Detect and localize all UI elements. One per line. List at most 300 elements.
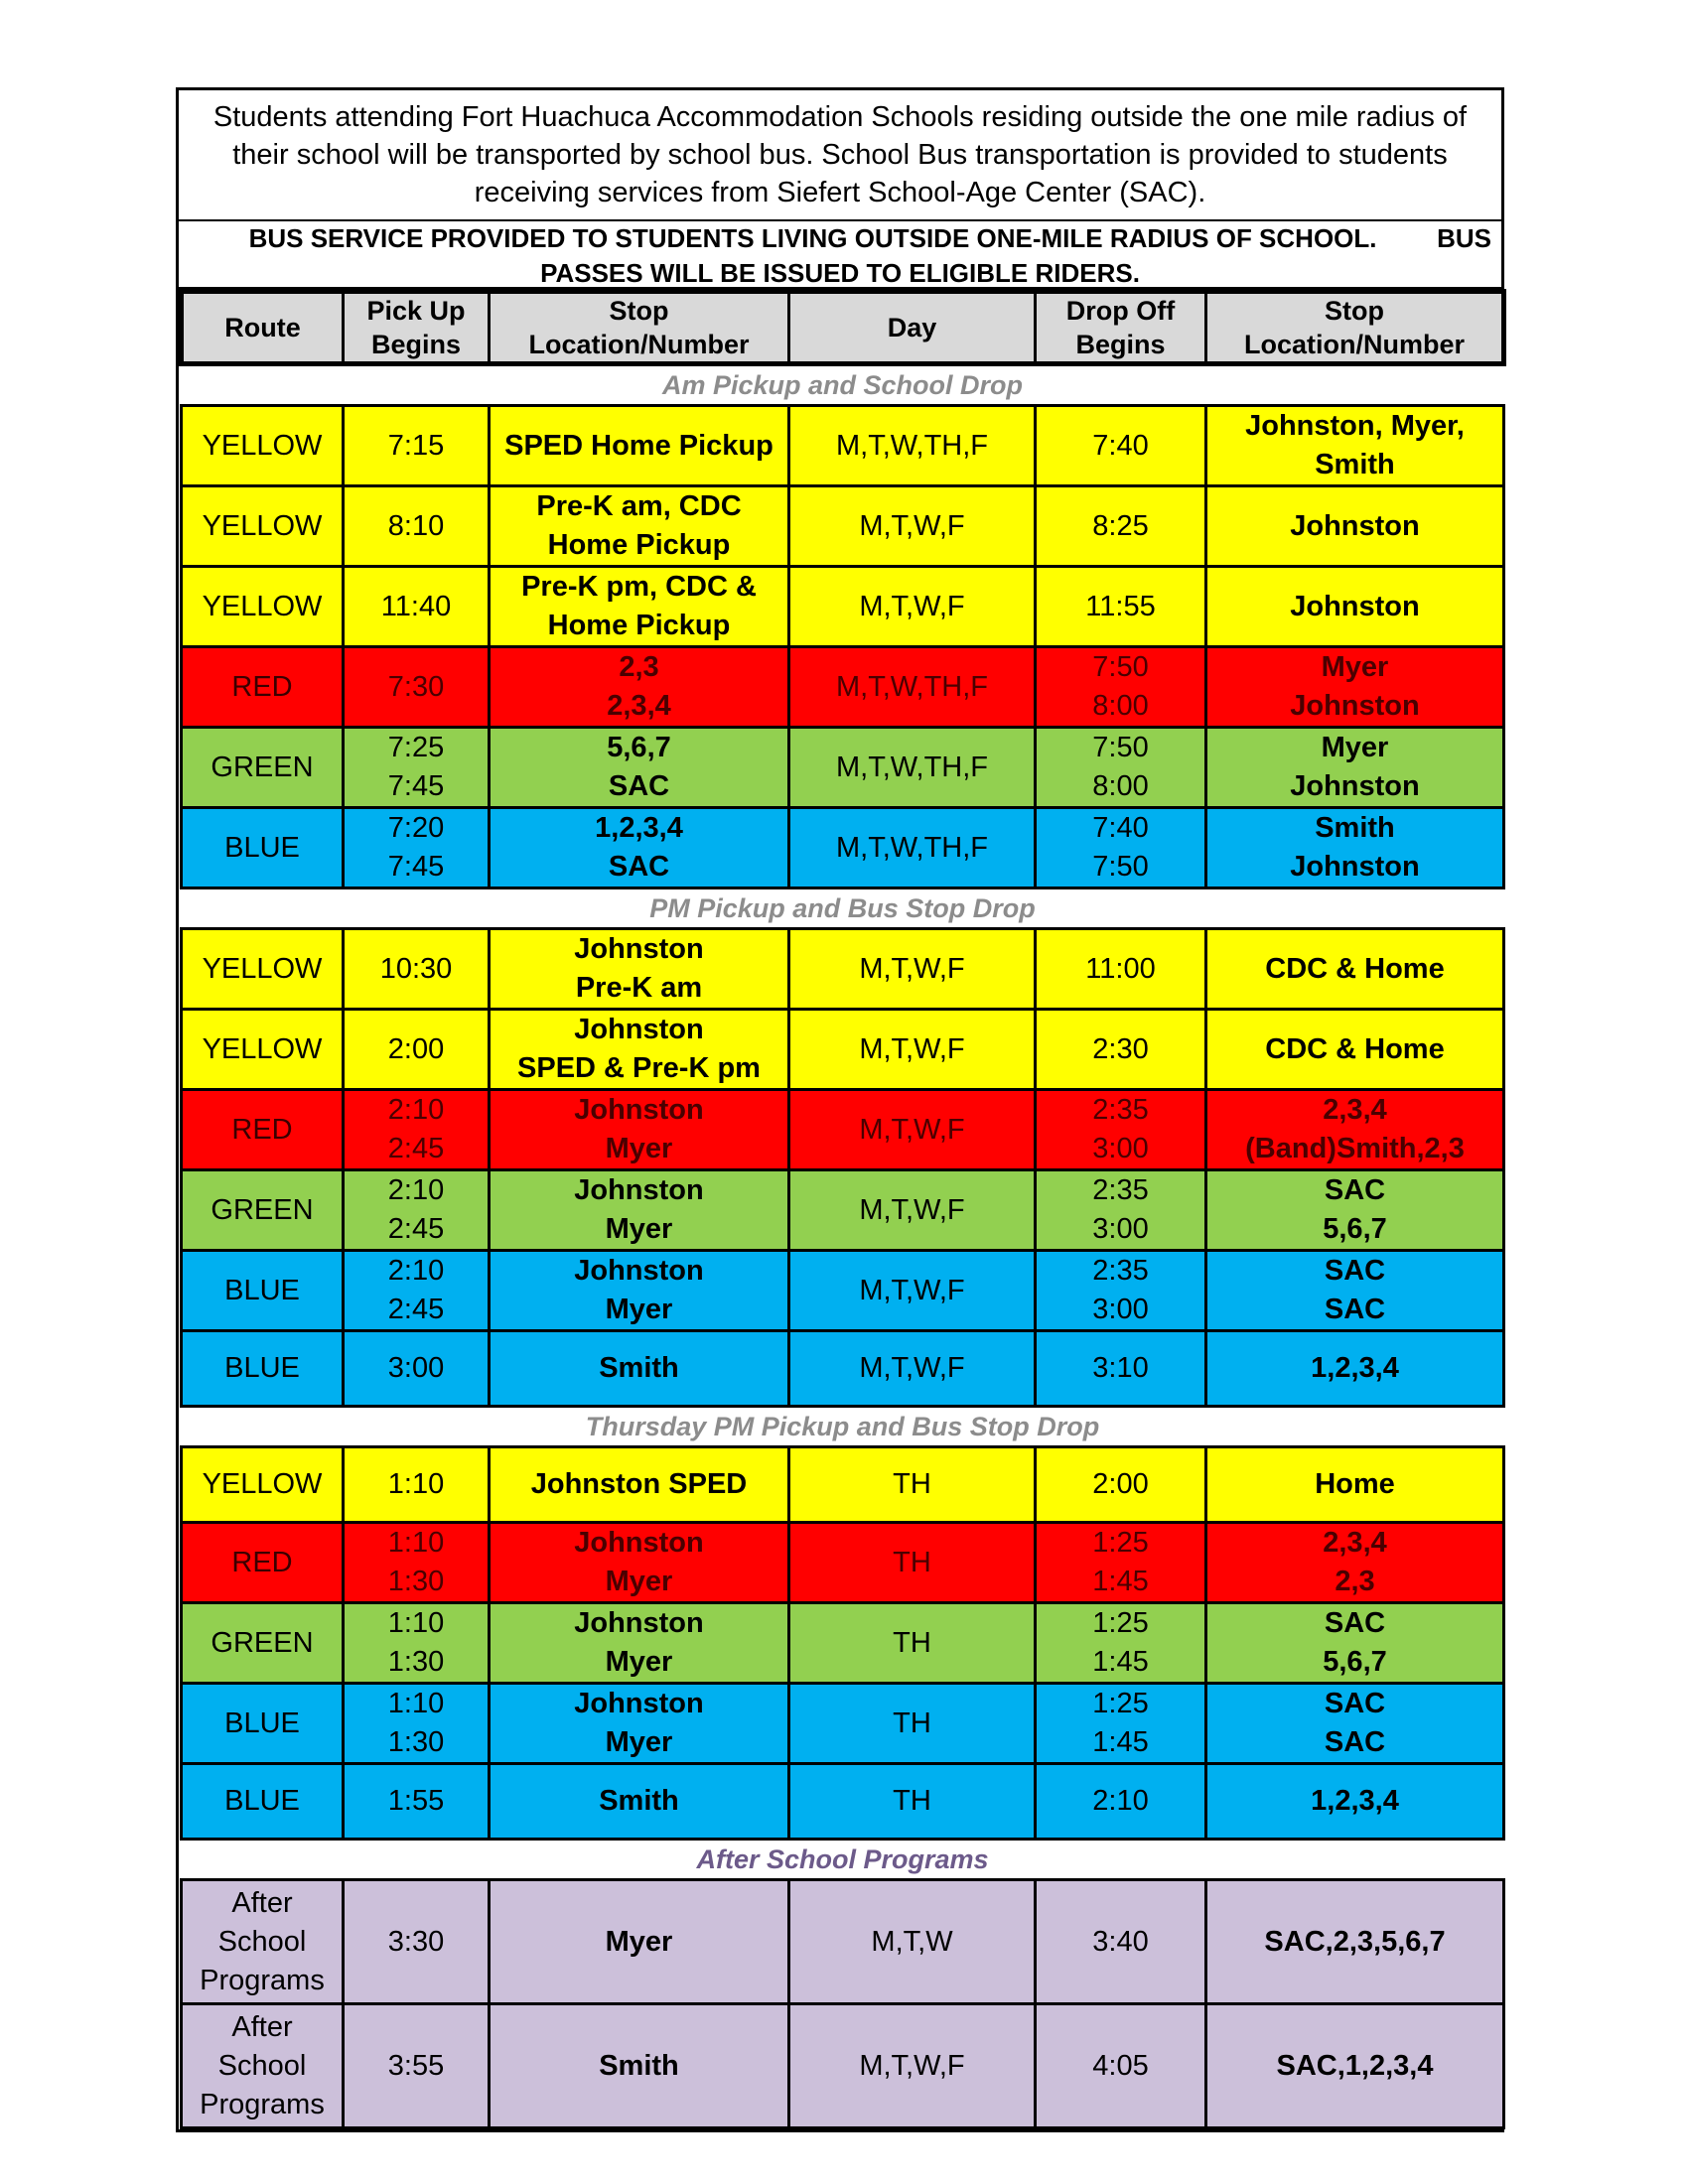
drop-location-cell-line: SAC bbox=[1324, 1255, 1386, 1287]
drop-location-cell-line: SAC,1,2,3,4 bbox=[1276, 2049, 1434, 2082]
day-cell-line: TH bbox=[893, 1626, 931, 1659]
pickup-cell bbox=[344, 1170, 490, 1251]
route-cell bbox=[182, 486, 344, 567]
pickup-cell bbox=[344, 728, 490, 808]
section-title: Am Pickup and School Drop bbox=[182, 364, 1504, 406]
dropoff-cell bbox=[1036, 1880, 1206, 2004]
route-cell bbox=[182, 1010, 344, 1090]
day-cell-line: M,T,W,F bbox=[859, 1274, 965, 1306]
dropoff-cell-line: 7:50 bbox=[1092, 851, 1149, 883]
pickup-cell bbox=[344, 1010, 490, 1090]
pickup-cell-line: 2:10 bbox=[387, 1255, 445, 1287]
stop-cell bbox=[490, 728, 789, 808]
day-cell-line: M,T,W bbox=[871, 1925, 953, 1958]
dropoff-cell bbox=[1036, 647, 1206, 728]
table-row bbox=[182, 567, 1504, 647]
route-cell-line: GREEN bbox=[211, 751, 314, 783]
drop-location-cell-line: SAC bbox=[1324, 1688, 1386, 1719]
table-row bbox=[182, 1010, 1504, 1090]
table-row bbox=[182, 2004, 1504, 2128]
section-header-row bbox=[182, 888, 1504, 929]
dropoff-cell-line: 1:45 bbox=[1092, 1646, 1149, 1678]
table-row bbox=[182, 929, 1504, 1010]
route-cell-line: YELLOW bbox=[202, 1032, 323, 1065]
stop-cell-line: Pre-K am bbox=[575, 972, 703, 1004]
pickup-cell-line: 2:00 bbox=[387, 1032, 445, 1065]
stop-cell bbox=[490, 1010, 789, 1090]
route-cell-line: BLUE bbox=[224, 1352, 300, 1384]
schedule-body bbox=[182, 364, 1504, 2128]
header-day: Day bbox=[789, 292, 1036, 364]
stop-cell bbox=[490, 1603, 789, 1684]
stop-cell bbox=[490, 929, 789, 1010]
route-cell-line: YELLOW bbox=[202, 952, 323, 985]
stop-cell-line: Myer bbox=[605, 1726, 673, 1758]
day-cell bbox=[789, 808, 1036, 888]
dropoff-cell-line: 11:55 bbox=[1085, 590, 1156, 622]
drop-location-cell-line: 2,3,4 bbox=[1323, 1527, 1387, 1559]
drop-location-cell-line: SAC,2,3,5,6,7 bbox=[1264, 1925, 1446, 1958]
drop-location-cell bbox=[1206, 1331, 1504, 1407]
day-cell bbox=[789, 1090, 1036, 1170]
drop-location-cell bbox=[1206, 1251, 1504, 1331]
stop-cell-line: SAC bbox=[608, 851, 670, 883]
schedule-table bbox=[179, 289, 1506, 2129]
drop-location-cell bbox=[1206, 1880, 1504, 2004]
drop-location-cell bbox=[1206, 808, 1504, 888]
stop-cell bbox=[490, 2004, 789, 2128]
route-cell bbox=[182, 1523, 344, 1603]
route-cell-line: YELLOW bbox=[202, 1468, 323, 1500]
drop-location-cell-line: Smith bbox=[1315, 812, 1395, 844]
pickup-cell-line: 7:15 bbox=[387, 429, 445, 462]
dropoff-cell-line: 4:05 bbox=[1092, 2049, 1149, 2082]
route-cell-line: RED bbox=[231, 1546, 293, 1578]
day-cell-line: M,T,W,F bbox=[859, 590, 965, 622]
route-cell bbox=[182, 647, 344, 728]
day-cell-line: M,T,W,F bbox=[859, 1193, 965, 1226]
drop-location-cell-line: Johnston bbox=[1290, 509, 1420, 542]
pickup-cell-line: 2:10 bbox=[387, 1174, 445, 1206]
stop-cell-line: Smith bbox=[599, 2049, 679, 2082]
day-cell bbox=[789, 486, 1036, 567]
route-cell bbox=[182, 929, 344, 1010]
pickup-cell bbox=[344, 647, 490, 728]
stop-cell bbox=[490, 647, 789, 728]
notice-line-2: PASSES WILL BE ISSUED TO ELIGIBLE RIDERS. bbox=[540, 258, 1140, 288]
route-cell bbox=[182, 1764, 344, 1840]
pickup-cell bbox=[344, 1523, 490, 1603]
pickup-cell bbox=[344, 929, 490, 1010]
table-row bbox=[182, 647, 1504, 728]
dropoff-cell-line: 2:00 bbox=[1092, 1468, 1149, 1500]
table-row bbox=[182, 1523, 1504, 1603]
pickup-cell bbox=[344, 1603, 490, 1684]
pickup-cell-line: 1:30 bbox=[387, 1646, 445, 1678]
route-cell-line: BLUE bbox=[224, 1785, 300, 1817]
day-cell-line: M,T,W,F bbox=[859, 509, 965, 542]
route-cell-line: YELLOW bbox=[202, 509, 323, 542]
section-header-row bbox=[182, 364, 1504, 406]
dropoff-cell bbox=[1036, 1090, 1206, 1170]
dropoff-cell-line: 3:00 bbox=[1092, 1213, 1149, 1245]
stop-cell-line: Johnston SPED bbox=[530, 1468, 748, 1500]
drop-location-cell bbox=[1206, 1010, 1504, 1090]
dropoff-cell-line: 7:40 bbox=[1092, 812, 1149, 844]
day-cell-line: M,T,W,TH,F bbox=[835, 751, 989, 783]
section-title: PM Pickup and Bus Stop Drop bbox=[182, 888, 1504, 929]
dropoff-cell-line: 2:35 bbox=[1092, 1174, 1149, 1206]
stop-cell-line: Johnston bbox=[574, 1255, 704, 1287]
table-row bbox=[182, 1447, 1504, 1523]
route-cell bbox=[182, 1880, 344, 2004]
day-cell-line: TH bbox=[893, 1468, 931, 1500]
dropoff-cell bbox=[1036, 929, 1206, 1010]
dropoff-cell-line: 1:45 bbox=[1092, 1566, 1149, 1597]
route-cell bbox=[182, 1251, 344, 1331]
table-row bbox=[182, 486, 1504, 567]
pickup-cell-line: 1:10 bbox=[387, 1607, 445, 1639]
pickup-cell bbox=[344, 1251, 490, 1331]
stop-cell-line: Myer bbox=[605, 1646, 673, 1678]
header-dropoff: Drop Off Begins bbox=[1036, 292, 1206, 364]
notice-line-1: BUS SERVICE PROVIDED TO STUDENTS LIVING OUTSIDE ONE-MILE RADIUS OF SCHOOL. bbox=[248, 223, 1377, 253]
pickup-cell bbox=[344, 1764, 490, 1840]
pickup-cell-line: 2:45 bbox=[387, 1213, 445, 1245]
day-cell bbox=[789, 1523, 1036, 1603]
drop-location-cell bbox=[1206, 1684, 1504, 1764]
stop-cell bbox=[490, 567, 789, 647]
route-cell-line: After bbox=[231, 2010, 293, 2043]
pickup-cell-line: 11:40 bbox=[380, 590, 452, 622]
stop-cell-line: SAC bbox=[608, 770, 670, 802]
pickup-cell-line: 2:10 bbox=[387, 1094, 445, 1126]
dropoff-cell bbox=[1036, 486, 1206, 567]
day-cell-line: TH bbox=[893, 1546, 931, 1578]
drop-location-cell bbox=[1206, 1447, 1504, 1523]
route-cell-line: School bbox=[217, 1925, 307, 1958]
drop-location-cell bbox=[1206, 647, 1504, 728]
drop-location-cell-line: 1,2,3,4 bbox=[1311, 1352, 1399, 1384]
pickup-cell-line: 3:00 bbox=[387, 1352, 445, 1384]
stop-cell-line: Myer bbox=[605, 1133, 673, 1164]
drop-location-cell-line: Johnston bbox=[1290, 590, 1420, 622]
route-cell-line: GREEN bbox=[211, 1626, 314, 1659]
section-title: Thursday PM Pickup and Bus Stop Drop bbox=[182, 1407, 1504, 1447]
stop-cell-line: Home Pickup bbox=[547, 610, 731, 641]
pickup-cell-line: 3:55 bbox=[387, 2049, 445, 2082]
stop-cell bbox=[490, 1090, 789, 1170]
stop-cell bbox=[490, 406, 789, 486]
drop-location-cell bbox=[1206, 1170, 1504, 1251]
stop-cell-line: Pre-K pm, CDC & bbox=[521, 571, 757, 603]
dropoff-cell-line: 1:25 bbox=[1092, 1607, 1149, 1639]
pickup-cell bbox=[344, 1880, 490, 2004]
dropoff-cell-line: 2:30 bbox=[1092, 1032, 1149, 1065]
stop-cell bbox=[490, 1764, 789, 1840]
drop-location-cell-line: 5,6,7 bbox=[1323, 1213, 1387, 1245]
drop-location-cell-line: Johnston bbox=[1290, 690, 1420, 722]
drop-location-cell-line: 2,3,4 bbox=[1323, 1094, 1387, 1126]
drop-location-cell bbox=[1206, 406, 1504, 486]
day-cell bbox=[789, 929, 1036, 1010]
dropoff-cell bbox=[1036, 1684, 1206, 1764]
drop-location-cell-line: SAC bbox=[1324, 1294, 1386, 1325]
stop-cell-line: Johnston bbox=[574, 933, 704, 965]
dropoff-cell bbox=[1036, 728, 1206, 808]
dropoff-cell bbox=[1036, 1251, 1206, 1331]
stop-cell bbox=[490, 486, 789, 567]
route-cell bbox=[182, 1170, 344, 1251]
pickup-cell bbox=[344, 1684, 490, 1764]
header-drop-location: Stop Location/Number bbox=[1206, 292, 1504, 364]
bus-schedule-sheet bbox=[176, 87, 1504, 2132]
stop-cell-line: Smith bbox=[599, 1785, 679, 1817]
dropoff-cell-line: 8:25 bbox=[1092, 509, 1149, 542]
route-cell-line: BLUE bbox=[224, 831, 300, 864]
pickup-cell-line: 10:30 bbox=[379, 952, 453, 985]
table-row bbox=[182, 1764, 1504, 1840]
day-cell bbox=[789, 1603, 1036, 1684]
route-cell bbox=[182, 1684, 344, 1764]
route-cell bbox=[182, 406, 344, 486]
stop-cell-line: SPED Home Pickup bbox=[504, 429, 774, 462]
day-cell-line: M,T,W,TH,F bbox=[835, 670, 989, 703]
stop-cell-line: 2,3 bbox=[619, 651, 659, 683]
route-cell-line: RED bbox=[231, 670, 293, 703]
drop-location-cell bbox=[1206, 728, 1504, 808]
stop-cell-line: Johnston bbox=[574, 1174, 704, 1206]
drop-location-cell bbox=[1206, 1764, 1504, 1840]
drop-location-cell-line: CDC & Home bbox=[1265, 1032, 1445, 1065]
stop-cell-line: Smith bbox=[599, 1352, 679, 1384]
day-cell-line: TH bbox=[893, 1706, 931, 1739]
drop-location-cell-line: CDC & Home bbox=[1265, 952, 1445, 985]
pickup-cell bbox=[344, 808, 490, 888]
drop-location-cell-line: Johnston, Myer, bbox=[1245, 410, 1465, 442]
stop-cell-line: Myer bbox=[605, 1925, 673, 1958]
route-cell-line: GREEN bbox=[211, 1193, 314, 1226]
stop-cell bbox=[490, 808, 789, 888]
day-cell bbox=[789, 2004, 1036, 2128]
pickup-cell bbox=[344, 2004, 490, 2128]
table-row bbox=[182, 1880, 1504, 2004]
pickup-cell-line: 7:45 bbox=[387, 851, 445, 883]
header-pickup: Pick Up Begins bbox=[344, 292, 490, 364]
route-cell bbox=[182, 1447, 344, 1523]
day-cell bbox=[789, 1010, 1036, 1090]
drop-location-cell bbox=[1206, 2004, 1504, 2128]
table-row bbox=[182, 728, 1504, 808]
pickup-cell bbox=[344, 1447, 490, 1523]
dropoff-cell-line: 1:25 bbox=[1092, 1527, 1149, 1559]
drop-location-cell-line: SAC bbox=[1324, 1726, 1386, 1758]
stop-cell-line: Johnston bbox=[574, 1527, 704, 1559]
dropoff-cell-line: 3:40 bbox=[1092, 1925, 1149, 1958]
stop-cell bbox=[490, 1880, 789, 2004]
pickup-cell bbox=[344, 486, 490, 567]
bus-service-notice bbox=[179, 221, 1501, 289]
route-cell bbox=[182, 2004, 344, 2128]
route-cell bbox=[182, 567, 344, 647]
pickup-cell-line: 1:55 bbox=[387, 1785, 445, 1817]
dropoff-cell-line: 2:10 bbox=[1092, 1785, 1149, 1817]
pickup-cell-line: 7:20 bbox=[387, 812, 445, 844]
pickup-cell-line: 1:10 bbox=[387, 1527, 445, 1559]
day-cell bbox=[789, 1764, 1036, 1840]
day-cell bbox=[789, 567, 1036, 647]
drop-location-cell-line: SAC bbox=[1324, 1607, 1386, 1639]
pickup-cell-line: 7:30 bbox=[387, 670, 445, 703]
dropoff-cell bbox=[1036, 808, 1206, 888]
pickup-cell-line: 1:30 bbox=[387, 1726, 445, 1758]
route-cell bbox=[182, 1603, 344, 1684]
pickup-cell-line: 1:30 bbox=[387, 1566, 445, 1597]
stop-cell bbox=[490, 1251, 789, 1331]
pickup-cell-line: 7:25 bbox=[387, 732, 445, 763]
drop-location-cell-line: Johnston bbox=[1290, 770, 1420, 802]
day-cell-line: TH bbox=[893, 1785, 931, 1817]
table-row bbox=[182, 808, 1504, 888]
drop-location-cell-line: Smith bbox=[1315, 449, 1395, 480]
stop-cell-line: 5,6,7 bbox=[607, 732, 671, 763]
dropoff-cell bbox=[1036, 567, 1206, 647]
drop-location-cell-line: Home bbox=[1315, 1468, 1395, 1500]
stop-cell bbox=[490, 1684, 789, 1764]
day-cell bbox=[789, 647, 1036, 728]
header-stop: Stop Location/Number bbox=[490, 292, 789, 364]
route-cell-line: Programs bbox=[200, 2088, 325, 2120]
route-cell-line: RED bbox=[231, 1113, 293, 1146]
dropoff-cell-line: 2:35 bbox=[1092, 1094, 1149, 1126]
header-route: Route bbox=[182, 292, 344, 364]
route-cell-line: After bbox=[231, 1886, 293, 1919]
pickup-cell bbox=[344, 1331, 490, 1407]
stop-cell-line: Home Pickup bbox=[547, 529, 731, 561]
drop-location-cell bbox=[1206, 567, 1504, 647]
drop-location-cell bbox=[1206, 1523, 1504, 1603]
table-row bbox=[182, 1684, 1504, 1764]
pickup-cell-line: 8:10 bbox=[387, 509, 445, 542]
dropoff-cell bbox=[1036, 406, 1206, 486]
day-cell bbox=[789, 406, 1036, 486]
route-cell-line: Programs bbox=[200, 1964, 325, 1996]
dropoff-cell-line: 7:40 bbox=[1092, 429, 1149, 462]
table-row bbox=[182, 1170, 1504, 1251]
drop-location-cell-line: 2,3 bbox=[1335, 1566, 1375, 1597]
drop-location-cell bbox=[1206, 486, 1504, 567]
dropoff-cell bbox=[1036, 1331, 1206, 1407]
stop-cell bbox=[490, 1523, 789, 1603]
stop-cell-line: Johnston bbox=[574, 1014, 704, 1045]
table-row bbox=[182, 1603, 1504, 1684]
drop-location-cell-line: SAC bbox=[1324, 1174, 1386, 1206]
pickup-cell bbox=[344, 1090, 490, 1170]
route-cell-line: School bbox=[217, 2049, 307, 2082]
drop-location-cell bbox=[1206, 1090, 1504, 1170]
route-cell bbox=[182, 1331, 344, 1407]
dropoff-cell-line: 11:00 bbox=[1085, 952, 1156, 985]
drop-location-cell-line: Myer bbox=[1321, 732, 1389, 763]
route-cell-line: BLUE bbox=[224, 1706, 300, 1739]
dropoff-cell bbox=[1036, 1523, 1206, 1603]
stop-cell bbox=[490, 1170, 789, 1251]
dropoff-cell-line: 3:00 bbox=[1092, 1294, 1149, 1325]
pickup-cell-line: 2:45 bbox=[387, 1133, 445, 1164]
table-row bbox=[182, 1331, 1504, 1407]
stop-cell-line: 2,3,4 bbox=[607, 690, 671, 722]
day-cell bbox=[789, 1880, 1036, 2004]
dropoff-cell bbox=[1036, 1603, 1206, 1684]
stop-cell-line: 1,2,3,4 bbox=[595, 812, 683, 844]
drop-location-cell-line: Johnston bbox=[1290, 851, 1420, 883]
dropoff-cell bbox=[1036, 1010, 1206, 1090]
route-cell-line: YELLOW bbox=[202, 429, 323, 462]
dropoff-cell bbox=[1036, 1170, 1206, 1251]
stop-cell-line: Myer bbox=[605, 1213, 673, 1245]
day-cell bbox=[789, 1251, 1036, 1331]
day-cell-line: M,T,W,F bbox=[859, 2049, 965, 2082]
route-cell bbox=[182, 728, 344, 808]
day-cell-line: M,T,W,TH,F bbox=[835, 831, 989, 864]
table-row bbox=[182, 1251, 1504, 1331]
section-header-row bbox=[182, 1407, 1504, 1447]
drop-location-cell-line: 5,6,7 bbox=[1323, 1646, 1387, 1678]
intro-paragraph: Students attending Fort Huachuca Accommodation Schools residing outside the one mile radius of their school will be transported by school bus. School Bus transportation is provided to students receiving services from Siefert School-Age Center (SAC). bbox=[179, 90, 1501, 221]
pickup-cell bbox=[344, 567, 490, 647]
stop-cell-line: Johnston bbox=[574, 1607, 704, 1639]
day-cell bbox=[789, 1170, 1036, 1251]
day-cell bbox=[789, 1447, 1036, 1523]
day-cell bbox=[789, 1331, 1036, 1407]
day-cell-line: M,T,W,TH,F bbox=[835, 429, 989, 462]
drop-location-cell-line: Myer bbox=[1321, 651, 1389, 683]
dropoff-cell bbox=[1036, 2004, 1206, 2128]
stop-cell bbox=[490, 1331, 789, 1407]
pickup-cell-line: 1:10 bbox=[387, 1468, 445, 1500]
route-cell bbox=[182, 808, 344, 888]
stop-cell-line: Johnston bbox=[574, 1688, 704, 1719]
section-title: After School Programs bbox=[182, 1840, 1504, 1880]
stop-cell-line: Myer bbox=[605, 1566, 673, 1597]
dropoff-cell-line: 1:25 bbox=[1092, 1688, 1149, 1719]
day-cell bbox=[789, 728, 1036, 808]
drop-location-cell bbox=[1206, 929, 1504, 1010]
drop-location-cell-line: 1,2,3,4 bbox=[1311, 1785, 1399, 1817]
dropoff-cell-line: 7:50 bbox=[1092, 732, 1149, 763]
route-cell bbox=[182, 1090, 344, 1170]
pickup-cell-line: 2:45 bbox=[387, 1294, 445, 1325]
pickup-cell-line: 3:30 bbox=[387, 1925, 445, 1958]
dropoff-cell-line: 2:35 bbox=[1092, 1255, 1149, 1287]
route-cell-line: YELLOW bbox=[202, 590, 323, 622]
dropoff-cell bbox=[1036, 1764, 1206, 1840]
route-cell-line: BLUE bbox=[224, 1274, 300, 1306]
notice-bus-word: BUS bbox=[1437, 223, 1491, 253]
dropoff-cell-line: 3:10 bbox=[1092, 1352, 1149, 1384]
drop-location-cell-line: (Band)Smith,2,3 bbox=[1245, 1133, 1465, 1164]
table-header bbox=[182, 292, 1504, 364]
drop-location-cell bbox=[1206, 1603, 1504, 1684]
stop-cell-line: Myer bbox=[605, 1294, 673, 1325]
dropoff-cell-line: 8:00 bbox=[1092, 690, 1149, 722]
day-cell bbox=[789, 1684, 1036, 1764]
dropoff-cell-line: 7:50 bbox=[1092, 651, 1149, 683]
day-cell-line: M,T,W,F bbox=[859, 1113, 965, 1146]
dropoff-cell-line: 3:00 bbox=[1092, 1133, 1149, 1164]
stop-cell bbox=[490, 1447, 789, 1523]
stop-cell-line: SPED & Pre-K pm bbox=[517, 1052, 761, 1084]
